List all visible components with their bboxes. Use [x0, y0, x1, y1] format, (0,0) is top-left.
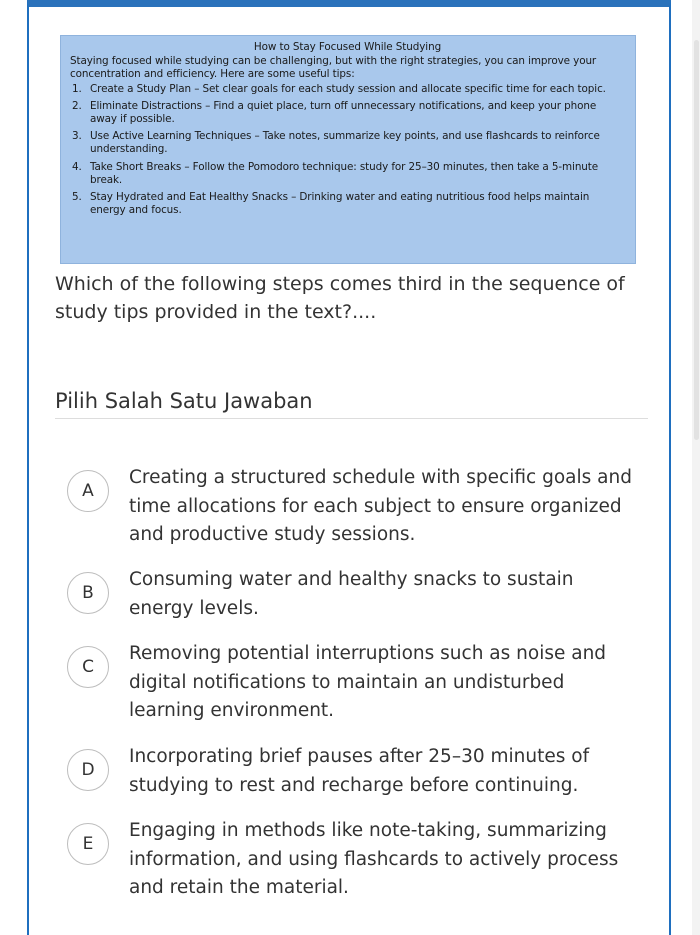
option-letter-badge[interactable]: B [67, 572, 109, 614]
tip-text: Create a Study Plan – Set clear goals for each study session and allocate specific time for each topic. [90, 82, 606, 95]
tip-text: Use Active Learning Techniques – Take notes, summarize key points, and use flashcards to reinforce understanding. [90, 130, 600, 156]
tip-text: Eliminate Distractions – Find a quiet place, turn off unnecessary notifications, and keep your phone away if possible. [90, 99, 597, 126]
tip-item [70, 191, 625, 217]
option-text[interactable]: Incorporating brief pauses after 25–30 minutes of studying to rest and recharge before continuing. [129, 746, 590, 796]
section-divider [55, 418, 648, 419]
tip-number: 3. [72, 130, 82, 143]
tip-text: Take Short Breaks – Follow the Pomodoro technique: study for 25–30 minutes, then take a 5-minute break. [90, 160, 599, 186]
option-text[interactable]: Engaging in methods like note-taking, summarizing information, and using flashcards to actively process and retain the material. [129, 820, 619, 898]
tip-number: 4. [72, 160, 82, 173]
option-text[interactable]: Creating a structured schedule with specific goals and time allocations for each subject to ensure organized and productive study sessions. [129, 467, 632, 545]
question-text: Which of the following steps comes third in the sequence of study tips provided in the text?.... [55, 273, 625, 323]
tip-item [70, 83, 625, 96]
option-letter-badge[interactable]: D [67, 749, 109, 791]
passage-title: How to Stay Focused While Studying [253, 41, 442, 53]
option-text[interactable]: Removing potential interruptions such as noise and digital notifications to maintain an undisturbed learning environment. [129, 643, 607, 721]
tip-number: 5. [72, 191, 82, 204]
option-letter-badge[interactable]: C [67, 646, 109, 688]
passage-intro: Staying focused while studying can be challenging, but with the right strategies, you can improve your concentration and efficiency. Here are some useful tips: [70, 55, 597, 81]
answer-section-heading: Pilih Salah Satu Jawaban [55, 389, 313, 413]
option-letter-badge[interactable]: A [67, 470, 109, 512]
tips-list [70, 83, 625, 218]
tip-number: 1. [72, 82, 82, 95]
tip-item [70, 100, 625, 126]
tip-number: 2. [72, 99, 82, 112]
scrollbar-thumb[interactable] [694, 40, 699, 440]
option-letter-badge[interactable]: E [67, 823, 109, 865]
tip-text: Stay Hydrated and Eat Healthy Snacks – Drinking water and eating nutritious food helps maintain energy and focus. [90, 191, 590, 217]
scrollbar[interactable] [692, 0, 700, 935]
option-text[interactable]: Consuming water and healthy snacks to sustain energy levels. [129, 569, 574, 619]
tip-item [70, 130, 625, 156]
tip-item [70, 161, 625, 187]
reading-passage-image [60, 35, 636, 264]
